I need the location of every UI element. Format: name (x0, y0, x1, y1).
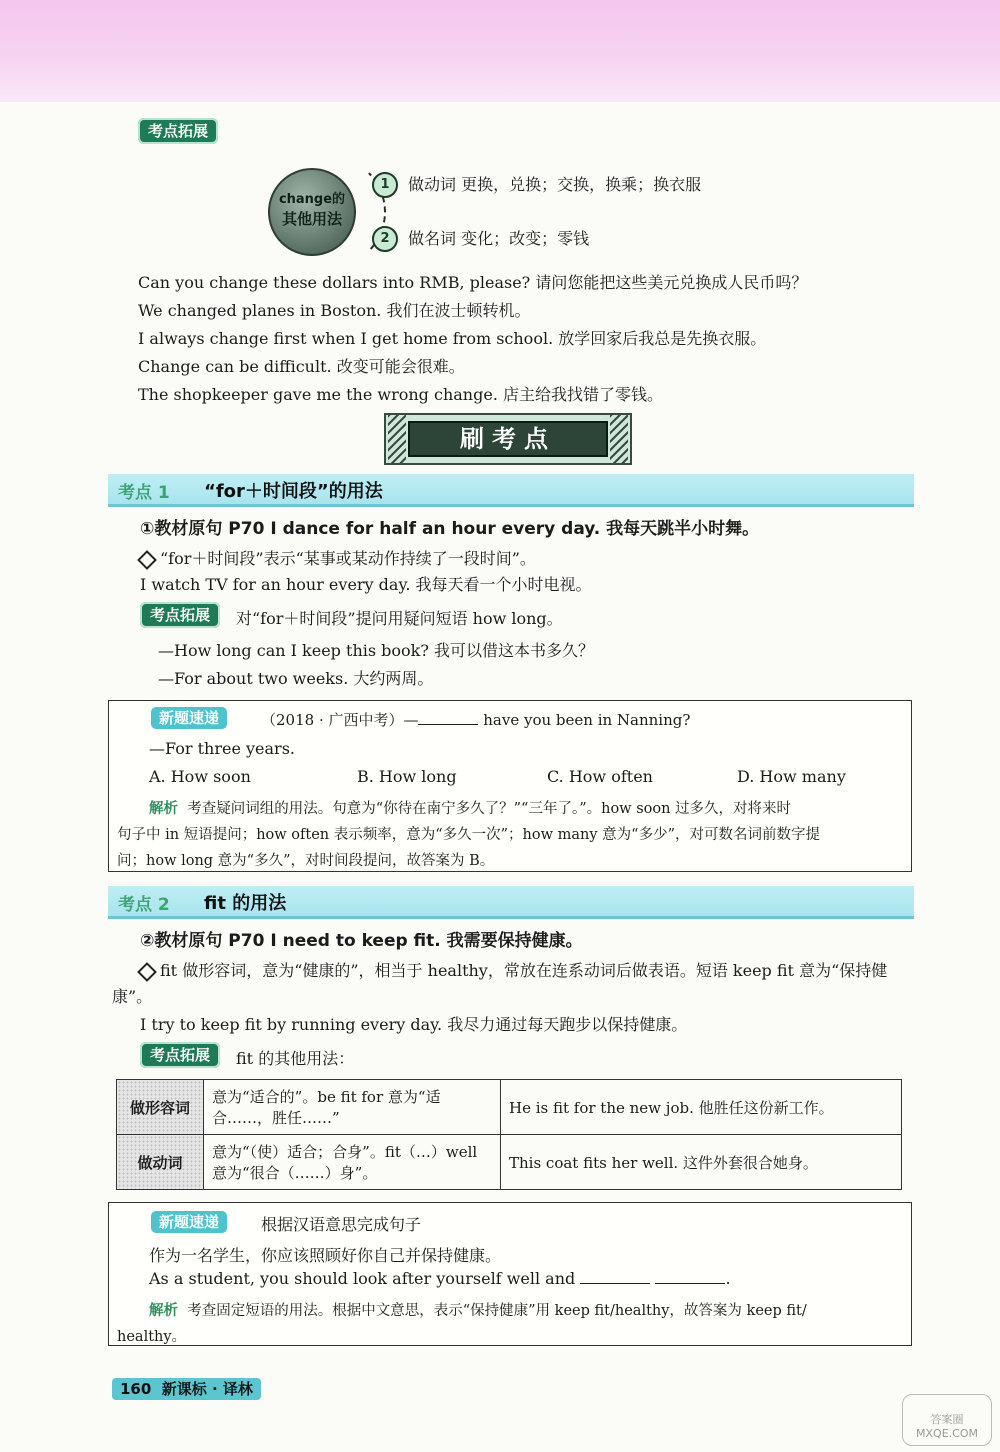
explanation-label: 解析 (149, 1303, 178, 1319)
explanation-label: 解析 (149, 801, 178, 817)
section-1-title: “for＋时间段”的用法 (204, 481, 383, 502)
section-2-extend-text: fit 的其他用法： (236, 1049, 355, 1068)
answer-blank[interactable] (418, 710, 478, 725)
explanation-line: healthy。 (117, 1329, 187, 1345)
table-cell: 意为“适合的”。be fit for 意为“适合……，胜任……” (204, 1080, 501, 1135)
dialog-line: —How long can I keep this book? 我可以借这本书多久？ (158, 641, 595, 660)
banner-stripes-left (388, 415, 406, 463)
section-2-header (108, 886, 914, 919)
answer-blank[interactable] (580, 1269, 650, 1284)
section-1-header (108, 474, 914, 507)
extension-tag: 考点拓展 (140, 602, 220, 628)
section-1-extend-text: 对“for＋时间段”提问用疑问短语 how long。 (236, 609, 563, 628)
explanation-text: 考查固定短语的用法。根据中文意思，表示“保持健康”用 keep fit/healthy，故答案为 keep fit/ (187, 1303, 807, 1319)
quiz-tag: 新题速递 (151, 707, 227, 729)
section-2-note-cont: 康”。 (112, 987, 153, 1006)
section-1-note-text: “for＋时间段”表示“某事或某动作持续了一段时间”。 (160, 549, 536, 568)
section-banner (384, 413, 632, 465)
banner-title: 刷考点 (408, 421, 608, 457)
dialog-line: —For about two weeks. 大约两周。 (158, 669, 434, 688)
section-1-origin: ①教材原句 P70 I dance for half an hour every day. 我每天跳半小时舞。 (140, 519, 760, 539)
option-d[interactable]: D. How many (737, 767, 846, 786)
example-line: I always change first when I get home from school. 放学回家后我总是先换衣服。 (138, 329, 767, 348)
quiz-english-text: As a student, you should look after yourself well and (149, 1269, 576, 1288)
quiz-answer-line: —For three years. (149, 739, 295, 758)
series-name: 新课标 · 译林 (161, 1380, 253, 1398)
example-line: We changed planes in Boston. 我们在波士顿转机。 (138, 301, 531, 320)
fit-usage-table (116, 1079, 902, 1190)
section-2-note (140, 958, 887, 981)
explanation-text: 考查疑问词组的用法。句意为“你待在南宁多久了？”“三年了。”。how soon 过多久，对将来时 (187, 801, 792, 817)
example-line: Can you change these dollars into RMB, please? 请问您能把这些美元兑换成人民币吗？ (138, 273, 808, 292)
section-2-origin: ②教材原句 P70 I need to keep fit. 我需要保持健康。 (140, 931, 583, 951)
quiz-tag: 新题速递 (151, 1211, 227, 1233)
example-line: Change can be difficult. 改变可能会很难。 (138, 357, 465, 376)
section-2-title: fit 的用法 (204, 893, 287, 914)
table-cell: This coat fits her well. 这件外套很合她身。 (501, 1135, 902, 1190)
section-1-example: I watch TV for an hour every day. 我每天看一个小时电视。 (140, 575, 592, 594)
section-2-note-text: fit 做形容词，意为“健康的”，相当于 healthy，常放在连系动词后做表语。短语 keep fit 意为“保持健 (160, 961, 888, 980)
table-row (117, 1135, 902, 1190)
watermark-text: 答案圈 MXQE.COM (916, 1413, 978, 1440)
number-2-icon: 2 (372, 226, 398, 252)
section-2-key: 考点 2 (118, 895, 170, 915)
banner-stripes-right (610, 415, 628, 463)
table-row (117, 1080, 902, 1135)
note-icon (137, 962, 157, 982)
change-usage-1: 做动词 更换，兑换；交换，换乘；换衣服 (408, 175, 702, 194)
section-1-note (140, 546, 536, 569)
quiz-question-tail: have you been in Nanning? (478, 711, 691, 729)
table-cell: 意为“（使）适合；合身”。fit（…）well 意为“很合（……）身”。 (204, 1135, 501, 1190)
change-usage-2: 做名词 变化；改变；零钱 (408, 229, 590, 248)
option-b[interactable]: B. How long (357, 767, 457, 786)
explanation-line: 句子中 in 短语提问；how often 表示频率，意为“多久一次”；how many 意为“多少”，对可数名词前数字提 (117, 827, 821, 843)
explanation-line (149, 797, 791, 818)
explanation-line (149, 1299, 807, 1320)
quiz-instruction: 根据汉语意思完成句子 (261, 1215, 422, 1234)
quiz-question (261, 709, 690, 730)
top-color-band (0, 0, 1000, 102)
table-head-cell: 做形容词 (117, 1080, 204, 1135)
extension-tag: 考点拓展 (138, 118, 218, 144)
circle-line2: 其他用法 (281, 210, 342, 228)
section-2-example: I try to keep fit by running every day. 我尽力通过每天跑步以保持健康。 (140, 1015, 688, 1034)
option-c[interactable]: C. How often (547, 767, 653, 786)
answer-blank[interactable] (655, 1269, 725, 1284)
note-icon (137, 550, 157, 570)
option-a[interactable]: A. How soon (149, 767, 251, 786)
quiz-source: （2018 · 广西中考）— (261, 711, 419, 729)
quiz-chinese: 作为一名学生，你应该照顾好你自己并保持健康。 (149, 1246, 502, 1265)
change-usage-circle (268, 168, 356, 256)
circle-line1: change的 (278, 192, 346, 207)
section-1-key: 考点 1 (118, 483, 170, 503)
quiz-box-2 (108, 1202, 912, 1346)
quiz-english: As a student, you should look after yourself well and . (149, 1269, 731, 1288)
table-cell: He is fit for the new job. 他胜任这份新工作。 (501, 1080, 902, 1135)
extension-tag: 考点拓展 (140, 1042, 220, 1068)
quiz-box-1 (108, 700, 912, 872)
watermark-logo (902, 1394, 992, 1446)
table-head-cell: 做动词 (117, 1135, 204, 1190)
example-line: The shopkeeper gave me the wrong change. 店主给我找错了零钱。 (138, 385, 663, 404)
page-footer (112, 1378, 261, 1400)
page-number: 160 (120, 1380, 152, 1398)
number-1-icon: 1 (372, 172, 398, 198)
explanation-line: 问；how long 意为“多久”，对时间段提问，故答案为 B。 (117, 853, 495, 869)
